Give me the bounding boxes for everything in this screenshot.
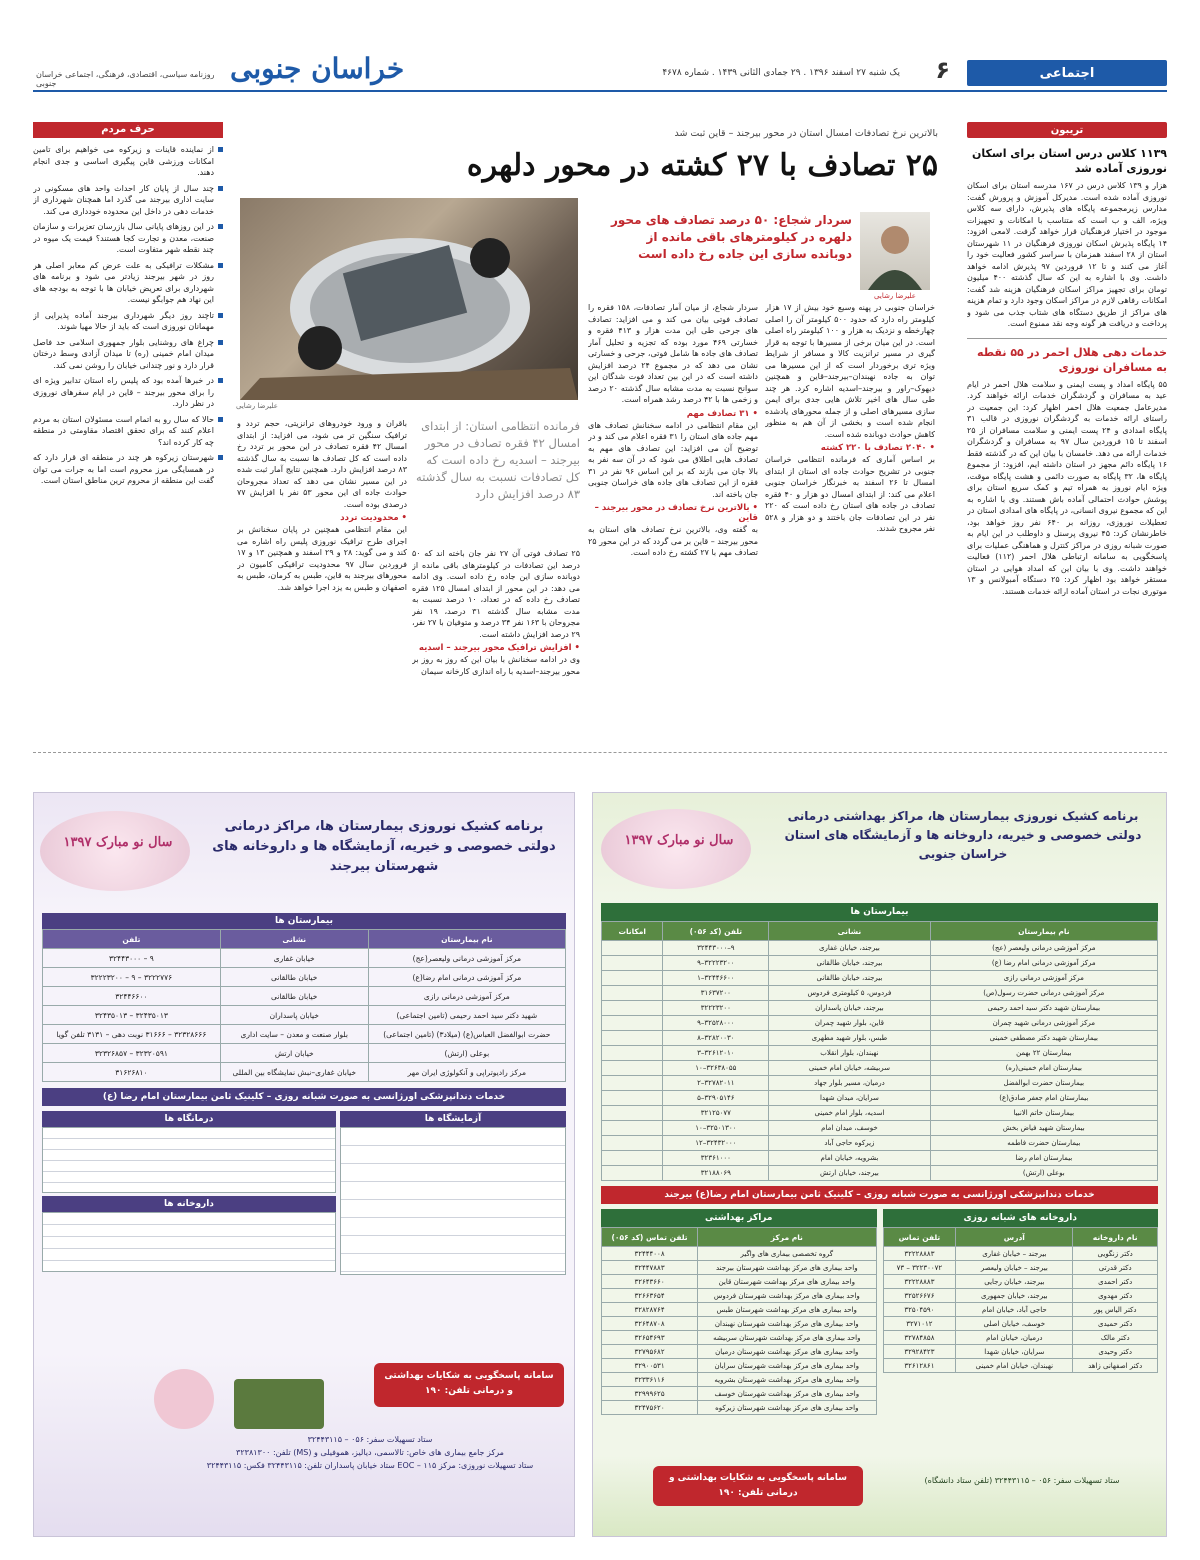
table-cell: ۳۲۸۲۰۰۳۰–۸: [663, 1031, 769, 1046]
ad-left-footer2: مرکز جامع بیماری های خاص: تالاسمی، دیالیز، هموفیلی و (MS) تلفن: ۳۲۳۸۱۳۰۰: [236, 1448, 504, 1457]
table-row: [602, 1031, 1158, 1046]
table-cell: ۳۱۶۳۷۲۰۰: [663, 986, 769, 1001]
ad-left-subtables: [42, 1111, 566, 1275]
table-cell: واحد بیماری های مرکز بهداشت شهرستان نهبندان: [698, 1317, 876, 1331]
ad-right-footer-text: ستاد تسهیلات سفر: ۰۵۶ – ۳۲۴۴۳۱۱۵ (تلفن ستاد دانشگاه): [924, 1476, 1120, 1485]
table-cell: واحد بیماری های مرکز بهداشت شهرستان سربیشه: [698, 1331, 876, 1345]
table-header: نشانی: [220, 930, 368, 949]
main-kicker: بالاترین نرخ تصادفات امسال استان در محور بیرجند – قاین ثبت شد: [674, 128, 938, 139]
table-cell: بیرجند، خیابان طالقانی: [769, 956, 930, 971]
table-row: [883, 1317, 1158, 1331]
tribune-column: [967, 122, 1167, 742]
clock-icon: [154, 1369, 214, 1429]
table-cell: [602, 1106, 663, 1121]
table-cell: ۳۲۴۴۷۸۸۳: [602, 1261, 698, 1275]
main-col2-body: سردار شجاع، از میان آمار تصادفات، ۱۵۸ فقره را تصادف فوتی بیان می کند و می افزاید: تصادف های جرحی طی این مدت هزار و ۴۱۳ فقره و خسارتی ۴۶۹ مورد بوده که تجزیه و تحلیل آمار تصادف های جاده ها شامل فوتی، جرحی و خسارتی نشان می دهد که در مجموع ۲۴ درصد افزایش داشته است که در این بین تعداد فوت شدگان این سوانح نسبت به مدت مشابه سال گذشته ۲۰ درصد و زخمی ها با ۴۲ درصد رشد همراه است.: [588, 303, 758, 404]
main-col3-body: ۲۵ تصادف فوتی آن ۲۷ نفر جان باخته اند که ۵۰ درصد این تصادفات در کیلومترهای باقی مانده از دوبانده سازی این جاده رخ داده است. وی ادامه می دهد: در این محور از ابتدای امسال ۱۲۵ فقره تصادف رخ داده که در تعداد، ۱۰ درصد نسبت به مدت مشابه سال گذشته ۳۱ درصد، ۱۹ نفر مجروحان با ۱۶۳ نفر ۳۴ درصد و متوفیان با ۲۷ نفر، ۲۹ درصد افزایش داشته است.: [412, 549, 580, 639]
ad-right-pharmacies: [883, 1209, 1159, 1415]
table-cell: حاجی آباد، خیابان امام: [956, 1303, 1073, 1317]
ad-right-subtables: [601, 1209, 1158, 1415]
table-row: [602, 1331, 877, 1345]
table-cell: بیمارستان شهید دکتر سید احمد رحیمی: [930, 1001, 1157, 1016]
table-cell: [602, 1076, 663, 1091]
table-cell: [602, 1091, 663, 1106]
ad-left: [33, 792, 575, 1537]
table-row: [602, 1151, 1158, 1166]
table-cell: ۳۲۷۸۴۸۵۸: [883, 1331, 956, 1345]
commander-portrait: [860, 212, 930, 290]
ad-right-table: [601, 921, 1158, 1181]
tribune-story1-title: ۱۱۳۹ کلاس درس استان برای اسکان نوروزی آماده شد: [971, 147, 1167, 175]
table-header: آدرس: [956, 1228, 1073, 1247]
table-cell: ۳۲۹۰۵۱۴۶–۵: [663, 1091, 769, 1106]
tribune-story2-title: خدمات دهی هلال احمر در ۵۵ نقطه به مسافران نوروزی: [977, 345, 1167, 374]
table-cell: ۳۲۶۱۲۸۶۱: [883, 1359, 956, 1373]
table-cell: ۳۲۹۹۹۶۲۵: [602, 1387, 698, 1401]
main-col-2: [588, 302, 758, 742]
table-cell: مرکز آموزشی درمانی ولیعصر (عج): [930, 941, 1157, 956]
table-row: [602, 1303, 877, 1317]
main-col3-sub: • افزایش ترافیک محور بیرجند – اسدیه: [418, 643, 580, 653]
table-cell: ۹–۳۲۴۴۳۰۰۰: [663, 941, 769, 956]
table-cell: ۳۲۲۲۳۲۰۰: [663, 1001, 769, 1016]
table-cell: خوسف، خیابان اصلی: [956, 1317, 1073, 1331]
table-cell: فردوس، ۵ کیلومتری فردوس: [769, 986, 930, 1001]
table-cell: بیمارستان ۲۲ بهمن: [930, 1046, 1157, 1061]
table-row: مرکز آموزشی درمانی امام رضا(ع) خیابان طالقانی ۳۲۲۲۷۷۶ – ۹ – ۳۲۲۲۳۲۰۰: [43, 968, 566, 987]
table-cell: سربیشه، خیابان امام خمینی: [769, 1061, 930, 1076]
section-tab[interactable]: اجتماعی: [967, 60, 1167, 86]
table-cell: ۳۲۷۱۰۱۲: [883, 1317, 956, 1331]
table-cell: ۳۲۱۸۸۰۶۹: [663, 1166, 769, 1181]
ad-left-footer: [34, 1353, 574, 1537]
table-cell: دکتر زنگویی: [1073, 1247, 1158, 1261]
table-row: [883, 1303, 1158, 1317]
ad-right-health: [601, 1209, 877, 1415]
ad-left-title: برنامه کشیک نوروزی بیمارستان ها، مراکز درمانی دولتی خصوصی و خیریه، آزمایشگاه ها و داروخانه های شهرستان بیرجند: [212, 819, 556, 874]
ad-right-complaint: سامانه پاسخگویی به شکایات بهداشتی و درمانی تلفن: ۱۹۰: [653, 1466, 863, 1506]
list-item: چراغ های روشنایی بلوار جمهوری اسلامی حد فاصل میدان امام خمینی (ره) تا میدان آزادی وسط درختان قرار دارد و نور چندانی خیابان را روشن نمی کند.: [33, 337, 223, 372]
ad-left-badge: [40, 811, 190, 891]
crash-photo: [240, 198, 578, 400]
table-cell: بیرجند، خیابان جمهوری: [956, 1289, 1073, 1303]
main-headline: ۲۵ تصادف با ۲۷ کشته در محور دلهره: [466, 148, 938, 183]
main-col2-body2: این مقام انتظامی در ادامه سخنانش تصادف های مهم جاده های استان را ۳۱ فقره اعلام می کند و در توضیح آن می افزاید: این تصادف های مهم به تصادف هایی اطلاق می شود که در آن سه نفر به بالا جان می بازند که بر این اساس ۹۶ نفر در ۳۱ فقره از این تصادف های جاده های خراسان جنوبی جان باخته اند.: [588, 420, 758, 499]
table-cell: درمیان، خیابان امام: [956, 1331, 1073, 1345]
table-cell: ۳۲۴۳۲۰۰۰–۱۲: [663, 1136, 769, 1151]
table-cell: بیمارستان حضرت ابوالفضل: [930, 1076, 1157, 1091]
table-cell: دکتر وحیدی: [1073, 1345, 1158, 1359]
table-cell: [602, 1166, 663, 1181]
main-col3-body2: وی در ادامه سخنانش با بیان این که روز به روز بر محور بیرجند–اسدیه با راه اندازی کارخانه سیمان: [412, 655, 580, 676]
page-number: ۶: [935, 56, 950, 84]
table-cell: [602, 986, 663, 1001]
table-cell: دکتر مالک: [1073, 1331, 1158, 1345]
portrait-caption: علیرضا رشایی: [874, 292, 916, 300]
table-cell: [602, 956, 663, 971]
table-cell: بیمارستان خاتم الانبیا: [930, 1106, 1157, 1121]
table-cell: دکتر حمیدی: [1073, 1317, 1158, 1331]
ad-left-pharmacy-band: داروخانه ها: [42, 1196, 336, 1212]
ad-right-title: برنامه کشیک نوروزی بیمارستان ها، مراکز بهداشتی درمانی دولتی خصوصی و خیریه، داروخانه ها و آزمایشگاه های استان خراسان جنوبی: [784, 809, 1142, 861]
table-row: [602, 1373, 877, 1387]
list-item: از نماینده قاینات و زیرکوه می خواهیم برای تامین امکانات ورزشی قاین پیگیری اساسی و جدی انجام دهند.: [33, 144, 223, 179]
table-row: [602, 1387, 877, 1401]
ad-left-complaint: سامانه پاسخگویی به شکایات بهداشتی و درمانی تلفن: ۱۹۰: [374, 1363, 564, 1407]
table-row: [602, 1091, 1158, 1106]
table-cell: ۳۲۴۴۴۰۰۸: [602, 1247, 698, 1261]
table-cell: واحد بیماری های مرکز بهداشت شهرستان زیرکوه: [698, 1401, 876, 1415]
table-cell: ۳۲۲۳۰۰۷۲ – ۷۳: [883, 1261, 956, 1275]
table-header: تلفن (کد ۰۵۶): [663, 922, 769, 941]
table-row: [602, 1136, 1158, 1151]
haftsin-icon: [234, 1379, 324, 1429]
table-cell: [602, 1121, 663, 1136]
crash-photo-graphic: [240, 198, 578, 400]
table-cell: ۳۲۱۲۵۰۷۷: [663, 1106, 769, 1121]
table-row: [602, 1345, 877, 1359]
people-list: [33, 144, 223, 487]
table-cell: ۳۲۵۲۶۶۷۶: [883, 1289, 956, 1303]
ads-divider: [33, 752, 1167, 753]
table-cell: ۳۲۸۲۸۷۶۴: [602, 1303, 698, 1317]
table-cell: واحد بیماری های مرکز بهداشت شهرستان بیرجند: [698, 1261, 876, 1275]
ad-left-clinics-band: درمانگاه ها: [42, 1111, 336, 1127]
list-item: در خبرها آمده بود که پلیس راه استان تدابیر ویژه ای را برای محور بیرجند – قاین در ایام سفرهای نوروزی در نظر دارد.: [33, 375, 223, 410]
table-cell: واحد بیماری های مرکز بهداشت شهرستان قاین: [698, 1275, 876, 1289]
table-row: بوعلی (ارتش) خیابان ارتش ۳۲۳۲۰۵۹۱ – ۳۲۳۲۶۸۵۷: [43, 1044, 566, 1063]
table-header: نام مرکز: [698, 1228, 876, 1247]
table-cell: دکتر مهدوی: [1073, 1289, 1158, 1303]
table-cell: ۳۲۴۴۶۶۰۰–۱: [663, 971, 769, 986]
table-cell: ۳۲۶۶۳۶۵۴: [602, 1289, 698, 1303]
table-cell: بیمارستان امام خمینی(ره): [930, 1061, 1157, 1076]
ad-right-pharmacy-rows: [883, 1247, 1158, 1373]
table-header: تلفن تماس (کد ۰۵۶): [602, 1228, 698, 1247]
table-cell: بیرجند، خیابان غفاری: [769, 941, 930, 956]
ad-right-year: سال نو مبارک ۱۳۹۷: [624, 833, 734, 848]
ad-left-header: [34, 793, 574, 913]
table-header: نام داروخانه: [1073, 1228, 1158, 1247]
table-cell: بیمارستان شهید فیاض بخش: [930, 1121, 1157, 1136]
table-row: [602, 1166, 1158, 1181]
ad-right-header: [593, 793, 1166, 903]
table-cell: [602, 1031, 663, 1046]
list-item: شهرستان زیرکوه هر چند در منطقه ای قرار دارد که در همسایگی مرز محروم است اما به جرات می توان گفت این منطقه از محروم ترین مناطق استان است.: [33, 452, 223, 487]
table-cell: ۳۲۷۸۲۰۱۱–۲: [663, 1076, 769, 1091]
table-row: [883, 1247, 1158, 1261]
table-row: شهید دکتر سید احمد رحیمی (تامین اجتماعی) خیابان پاسداران ۳۲۴۳۵۰۱۳ – ۳۲۴۳۵۰۱۳: [43, 1006, 566, 1025]
table-cell: خوسف، میدان امام: [769, 1121, 930, 1136]
main-col4-sub: • محدودیت تردد: [340, 513, 407, 523]
ad-right-pharmacy-table: [883, 1227, 1159, 1373]
table-row: حضرت ابوالفضل العباس(ع) (میلاد۳) (تامین اجتماعی) بلوار صنعت و معدن – سایت اداری ۳۲۳۲۸۶۶۶ – ۳۱۶۶۶ نوبت دهی – ۳۱۳۱ تلفن گویا: [43, 1025, 566, 1044]
table-cell: مرکز آموزشی درمانی شهید چمران: [930, 1016, 1157, 1031]
tribune-divider: [967, 338, 1167, 339]
ad-right-dental-band: خدمات دندانپزشکی اورژانسی به صورت شبانه روزی – کلینیک ثامن بیمارستان امام رضا(ع) بیرجند: [601, 1186, 1158, 1204]
list-item: در این روزهای پایانی سال بازرسان تعزیرات و سازمان صنعت، معدن و تجارت کجا هستند؟ قیمت یک میوه در چند نقطه شهر متفاوت است.: [33, 221, 223, 256]
table-cell: گروه تخصصی بیماری های واگیر: [698, 1247, 876, 1261]
table-row: [883, 1331, 1158, 1345]
table-header: نام بیمارستان: [368, 930, 565, 949]
main-col1-body: خراسان جنوبی در پهنه وسیع خود بیش از ۱۷ هزار کیلومتر راه دارد که حدود ۵۰۰ کیلومتر آن را اصلی چهارخطه و نزدیک به هزار و ۱۰۰ کیلومتر راه اصلی است. در این میان برخی از مسیرها با توجه به قرار گیری در مسیر ترانزیت کالا و مسافر از شرایط ویژه تری برخوردار است که از این مسیرها می توان به جاده نهبندان–بیرجند–قاین و همچنین دیهوک–راور و بیرجند–اسدیه اشاره کرد. هر چند طی سال های اخیر تلاش هایی جدی برای ایمن سازی مسیرهای اصلی و از جمله محورهای یادشده انجام شده است و بخشی از آن هم به منظور کاهش حوادث دوبانده شده است.: [765, 303, 935, 439]
ad-left-pharmacy-grid: [42, 1212, 336, 1272]
table-row: [602, 1061, 1158, 1076]
ad-left-table: [42, 929, 566, 1082]
table-row: [602, 1001, 1158, 1016]
main-col-3: [412, 548, 580, 742]
table-cell: واحد بیماری های مرکز بهداشت شهرستان سرایان: [698, 1359, 876, 1373]
ad-right-hospitals: [601, 903, 1158, 1415]
table-cell: ۳۲۶۳۸۰۵۵–۱۰: [663, 1061, 769, 1076]
table-header: نشانی: [769, 922, 930, 941]
ad-left-labs-band: آزمایشگاه ها: [340, 1111, 566, 1127]
main-col1-sub: • ۲۰۴۰ تصادف با ۲۲۰ کشته: [820, 443, 935, 453]
table-cell: مرکز آموزشی درمانی حضرت رسول(ص): [930, 986, 1157, 1001]
table-cell: اسدیه، بلوار امام خمینی: [769, 1106, 930, 1121]
table-header: تلفن تماس: [883, 1228, 956, 1247]
table-cell: بیرجند، خیابان پاسداران: [769, 1001, 930, 1016]
table-cell: قاین، بلوار شهید چمران: [769, 1016, 930, 1031]
table-cell: ۳۲۴۷۵۶۲۰: [602, 1401, 698, 1415]
table-cell: سرایان، خیابان شهدا: [956, 1345, 1073, 1359]
ad-right-footer: [593, 1456, 1166, 1536]
table-header: امکانات: [602, 922, 663, 941]
table-row: مرکز آموزشی درمانی رازی خیابان طالقانی ۳۲۴۴۶۶۰۰: [43, 987, 566, 1006]
ad-left-hospitals: [42, 913, 566, 1275]
table-row: [883, 1345, 1158, 1359]
list-item: تاچند روز دیگر شهرداری بیرجند آماده پذیرایی از مهمانان نوروزی است که باید از حالا مهیا شوند.: [33, 310, 223, 333]
ad-right-badge: [601, 809, 751, 889]
people-label: حرف مردم: [33, 122, 223, 138]
tribune-story2-body: ۵۵ پایگاه امداد و پست ایمنی و سلامت هلال احمر در ایام عید به مسافران و گردشگران خدمات ارائه خواهند کرد. مدیرعامل جمعیت هلال احمر اظهار کرد: این جمعیت در راستای ارائه خدمات به گردشگران نوروزی در قالب ۳۱ پایگاه امدادی و ۲۴ پست ایمنی و سلامت مسافران از ۲۵ اسفند تا ۱۵ فروردین سال ۹۷ به مسافران و گردشگران خدمات ارائه می دهد. خامسان با بیان این که در گذشته فقط ۱۶ پایگاه دائم مجهز در استان داشته ایم، افزود: از مجموع پایگاه ها، ۳۲ پایگاه به صورت دائمی و هشت پایگاه موقت، ویژه ایام نوروز به همراه تیم و کمک سریع استان برای پوشش حوادث احتمالی آماده باش هستند. وی با اشاره به این که مجموع نیروی انسانی، در پایگاه های امدادی استان در تعطیلات نوروزی، روزانه بر ۶۴۰ نفر روز خواهد بود، خاطرنشان کرد: ۴۵ نیروی پرسنل و داوطلب در این ایام به صورت شبانه روزی در مراکز کنترل و هماهنگی عملیات برای پاسخگویی به سامانه ارتباطی هلال احمر (۱۱۲) فعالیت خواهند داشت. وی با بیان این که امداد هوایی در استان مستقر خواهد بود اظهار کرد: ۲۵ دستگاه آمبولانس و ۱۳ موتوری نجات در استان آماده ارائه خدمات هستند.: [967, 379, 1167, 596]
table-cell: ۳۲۵۰۴۵۹۰: [883, 1303, 956, 1317]
masthead-tagline: روزنامه سیاسی، اقتصادی، فرهنگی، اجتماعی خراسان جنوبی: [36, 70, 215, 88]
table-cell: ۳۲۶۵۴۶۹۳: [602, 1331, 698, 1345]
table-row: [602, 1401, 877, 1415]
table-cell: ۳۲۲۲۸۸۸۳: [883, 1275, 956, 1289]
table-cell: ۳۲۵۲۸۰۰۰–۹: [663, 1016, 769, 1031]
table-cell: واحد بیماری های مرکز بهداشت شهرستان خوسف: [698, 1387, 876, 1401]
ad-left-dental-band: خدمات دندانپزشکی اورژانسی به صورت شبانه روزی – کلینیک ثامن بیمارستان امام رضا (ع): [42, 1088, 566, 1106]
ad-left-labs-grid: [340, 1127, 566, 1275]
table-cell: بشرویه، خیابان امام: [769, 1151, 930, 1166]
table-cell: طبس، بلوار شهید مطهری: [769, 1031, 930, 1046]
table-cell: بیمارستان امام جعفر صادق(ع): [930, 1091, 1157, 1106]
table-cell: دکتر احمدی: [1073, 1275, 1158, 1289]
main-col2-body3: به گفته وی، بالاترین نرخ تصادف های استان به محور بیرجند – قاین بر می گردد که در این محور ۲۵ تصادف مهم با ۲۷ کشته رخ داده است.: [588, 525, 758, 557]
table-row: [883, 1359, 1158, 1373]
table-cell: واحد بیماری های مرکز بهداشت شهرستان بشرویه: [698, 1373, 876, 1387]
ad-left-footer3: ستاد تسهیلات نوروزی: مرکز ۱۱۵ – EOC ستاد خیابان پاسداران تلفن: ۳۲۴۴۳۱۱۵ فکس: ۳۲۴۴۳۱۱۵: [206, 1461, 534, 1470]
main-col1-body2: بر اساس آماری که فرمانده انتظامی خراسان جنوبی در تشریح حوادث جاده ای استان از ابتدای امسال تا ۲۶ اسفند به خبرنگار خراسان جنوبی اعلام می کند: از ابتدای امسال دو هزار و ۴۰ فقره تصادف در جاده های استان رخ داده است که ۲۲۰ نفر در این تصادفات جان باختند و دو هزار و ۵۲۸ نفر مجروح شدند.: [765, 455, 935, 533]
table-cell: [602, 1151, 663, 1166]
table-cell: دکتر اصفهانی زاهد: [1073, 1359, 1158, 1373]
ad-right-hospitals-band: بیمارستان ها: [601, 903, 1158, 921]
table-cell: بیرجند، خیابان رجایی: [956, 1275, 1073, 1289]
table-row: [602, 1261, 877, 1275]
ad-right-rows: [602, 941, 1158, 1181]
table-cell: دکتر قدرتی: [1073, 1261, 1158, 1275]
table-row: [602, 986, 1158, 1001]
table-row: [602, 971, 1158, 986]
table-row: [602, 1275, 877, 1289]
table-cell: بیرجند، خیابان ارتش: [769, 1166, 930, 1181]
table-cell: [602, 941, 663, 956]
masthead-rule: [33, 90, 1167, 92]
table-row: [602, 1247, 877, 1261]
table-row: مرکز آموزشی درمانی ولیعصر(عج) خیابان غفاری ۹ – ۳۲۴۴۳۰۰۰: [43, 949, 566, 968]
table-cell: ۳۲۶۴۸۷۰۸: [602, 1317, 698, 1331]
table-row: [602, 941, 1158, 956]
table-cell: مرکز آموزشی درمانی رازی: [930, 971, 1157, 986]
table-row: [602, 956, 1158, 971]
table-cell: ۳۲۳۳۶۱۱۶: [602, 1373, 698, 1387]
table-cell: ۳۲۹۲۸۴۲۳: [883, 1345, 956, 1359]
ad-left-labs: [340, 1111, 566, 1275]
ad-left-year: سال نو مبارک ۱۳۹۷: [63, 835, 173, 850]
tribune-story1-body: هزار و ۱۳۹ کلاس درس در ۱۶۷ مدرسه استان برای اسکان نوروزی آماده شده است. مدیرکل آموزش و پرورش گفت: مدارس زیرمجموعه پایگاه های پذیرش، دارای سه کلاس ویژه، الف و ب است که متناسب با امکانات و تجهیزات موجود در اختیار فرهنگیان قرار خواهد گرفت. لامعی افزود: ۱۴ پایگاه پذیرش اسکان نوروزی فرهنگیان در ۱۱ شهرستان استان از ۲۸ اسفند همزمان با سراسر کشور فعالیت خود را آغاز می کنند و تا ۱۲ فروردین ۹۷ پذیرش ادامه خواهد داشت. وی با اشاره به این که سال گذشته ۴۰۰ میلیون تومان برای تجهیز مراکز اسکان فرهنگیان هزینه شد گفت: امکانات رفاهی لازم در مراکز اسکان وجود دارد و تمام هزینه های مراکز از طریق دستگاه های شتاب جذب می شود و پرداخت و دریافت هر گونه وجه نقد ممنوع است.: [967, 181, 1167, 328]
ad-right: [592, 792, 1167, 1537]
main-col2-sub2: • بالاترین نرخ تصادف در محور بیرجند – قاین: [594, 503, 758, 523]
main-col4-body2: این مقام انتظامی همچنین در پایان سخنانش بر اجرای طرح ترافیک نوروزی پلیس راه اشاره می کند و می گوید: ۲۸ و ۲۹ اسفند و همچنین ۱۳ و ۱۷ فروردین سال ۹۷ محدودیت ترافیکی کامیون در محورهای بیرجند به قاین، طبس به کرمان، طبس به اصفهان و طبس به یزد اجرا خواهد شد.: [237, 525, 407, 592]
table-row: [602, 1317, 877, 1331]
table-cell: ۳۲۷۹۵۶۸۲: [602, 1345, 698, 1359]
ad-right-pharmacy-band: داروخانه های شبانه روزی: [883, 1209, 1159, 1227]
table-cell: واحد بیماری های مرکز بهداشت شهرستان فردوس: [698, 1289, 876, 1303]
table-cell: بیرجند – خیابان غفاری: [956, 1247, 1073, 1261]
ad-left-hospitals-band: بیمارستان ها: [42, 913, 566, 929]
table-cell: درمیان، مسیر بلوار جهاد: [769, 1076, 930, 1091]
table-cell: واحد بیماری های مرکز بهداشت شهرستان طبس: [698, 1303, 876, 1317]
table-cell: ۳۲۵۰۱۳۰۰–۱۰: [663, 1121, 769, 1136]
table-cell: دکتر الیاس پور: [1073, 1303, 1158, 1317]
ad-left-footer1: ستاد تسهیلات سفر: ۰۵۶ – ۳۲۴۴۳۱۱۵: [307, 1435, 433, 1444]
table-cell: [602, 1046, 663, 1061]
main-col4-body: باقران و ورود خودروهای ترانزیتی، حجم تردد و ترافیک سنگین تر می شود، می افزاید: از ابتدای امسال ۴۲ فقره تصادف در این محور بر تردد رخ داده است که کل تصادف ها نسبت به سال گذشته ۸۳ درصد افزایش دارد. همچنین نتایج آمار ثبت شده در این مسیر نشان می دهد که تعداد مجروحان حوادث جاده ای این محور ۵۳ نفر با افزایش ۷۷ درصدی بوده است.: [237, 419, 407, 509]
table-row: مرکز رادیوتراپی و آنکولوژی ایران مهر خیابان غفاری–نبش نمایشگاه بین المللی ۳۱۶۲۶۸۱۰: [43, 1063, 566, 1082]
masthead-logo: خراسان جنوبی: [230, 52, 405, 85]
main-col-4: [237, 418, 407, 742]
table-cell: زیرکوه حاجی آباد: [769, 1136, 930, 1151]
list-item: چند سال از پایان کار احداث واحد های مسکونی در سایت اداری بیرجند می گذرد اما همچنان شهرداری از خدمات دهی در داخل این محدوده خودداری می کند.: [33, 183, 223, 218]
main-col-1: [765, 302, 935, 742]
table-cell: نهبندان، خیابان امام خمینی: [956, 1359, 1073, 1373]
table-cell: سرایان، میدان شهدا: [769, 1091, 930, 1106]
person-icon: [860, 212, 930, 290]
table-cell: [602, 1016, 663, 1031]
table-cell: ۳۲۲۲۳۲۰۰–۹: [663, 956, 769, 971]
table-row: [883, 1261, 1158, 1275]
table-row: [883, 1289, 1158, 1303]
table-cell: بیرجند – خیابان ولیعصر: [956, 1261, 1073, 1275]
table-header: نام بیمارستان: [930, 922, 1157, 941]
table-row: [602, 1076, 1158, 1091]
table-cell: نهبندان، بلوار انقلاب: [769, 1046, 930, 1061]
table-cell: بیمارستان امام رضا: [930, 1151, 1157, 1166]
date-line: یک شنبه ۲۷ اسفند ۱۳۹۶ . ۲۹ جمادی الثانی ۱۴۳۹ . شماره ۴۶۷۸: [662, 68, 900, 78]
ad-right-health-band: مراکز بهداشتی: [601, 1209, 877, 1227]
table-row: [602, 1046, 1158, 1061]
main-quote: سردار شجاع: ۵۰ درصد تصادف های محور دلهره در کیلومترهای باقی مانده از دوبانده سازی این جاده رخ داده است: [611, 213, 852, 261]
table-cell: ۳۲۶۴۳۶۶۰: [602, 1275, 698, 1289]
table-cell: [602, 971, 663, 986]
ad-right-health-table: [601, 1227, 877, 1415]
table-row: [602, 1121, 1158, 1136]
people-column: [33, 122, 223, 742]
table-cell: ۳۲۶۱۲۰۱۰–۳: [663, 1046, 769, 1061]
ad-right-health-rows: [602, 1247, 877, 1415]
ad-left-clinics-grid: [42, 1127, 336, 1193]
table-cell: بوعلی (ارتش): [930, 1166, 1157, 1181]
table-cell: بیمارستان شهید دکتر مصطفی خمینی: [930, 1031, 1157, 1046]
table-row: [602, 1016, 1158, 1031]
table-row: [602, 1106, 1158, 1121]
table-cell: [602, 1136, 663, 1151]
ad-left-footer-text: [180, 1433, 560, 1472]
table-cell: بیمارستان حضرت فاطمه: [930, 1136, 1157, 1151]
tribune-label: تریبون: [967, 122, 1167, 138]
list-item: مشکلات ترافیکی به علت عرض کم معابر اصلی هر روز در شهر بیرجند زیادتر می شود و برنامه های شهرداری برای تعریض خیابان ها با توجه به بودجه های این نهاد هم جوابگو نیست.: [33, 260, 223, 306]
table-cell: ۳۲۳۶۱۰۰۰: [663, 1151, 769, 1166]
table-cell: مرکز آموزشی درمانی امام رضا (ع): [930, 956, 1157, 971]
table-cell: واحد بیماری های مرکز بهداشت شهرستان درمیان: [698, 1345, 876, 1359]
photo-caption: علیرضا رشایی: [236, 402, 278, 410]
table-row: [602, 1359, 877, 1373]
table-cell: ۳۲۲۲۸۸۸۳: [883, 1247, 956, 1261]
pull-quote: فرمانده انتظامی استان: از ابتدای امسال ۴۲ فقره تصادف در محور بیرجند – اسدیه رخ داده است که کل تصادفات نسبت به سال گذشته ۸۳ درصد افزایش دارد: [416, 419, 580, 501]
list-item: حالا که سال رو به اتمام است مسئولان استان به مردم اعلام کنند که برای تحقق اقتصاد مقاومتی در منطقه چه کار کرده اند؟: [33, 414, 223, 449]
table-row: [883, 1275, 1158, 1289]
table-cell: بیرجند، خیابان طالقانی: [769, 971, 930, 986]
table-row: [602, 1289, 877, 1303]
main-col2-sub: • ۳۱ تصادف مهم: [686, 408, 758, 419]
ad-left-clinics: [42, 1111, 336, 1275]
table-cell: [602, 1061, 663, 1076]
table-cell: [602, 1001, 663, 1016]
table-cell: ۳۲۹۰۰۵۳۱: [602, 1359, 698, 1373]
table-header: تلفن: [43, 930, 221, 949]
